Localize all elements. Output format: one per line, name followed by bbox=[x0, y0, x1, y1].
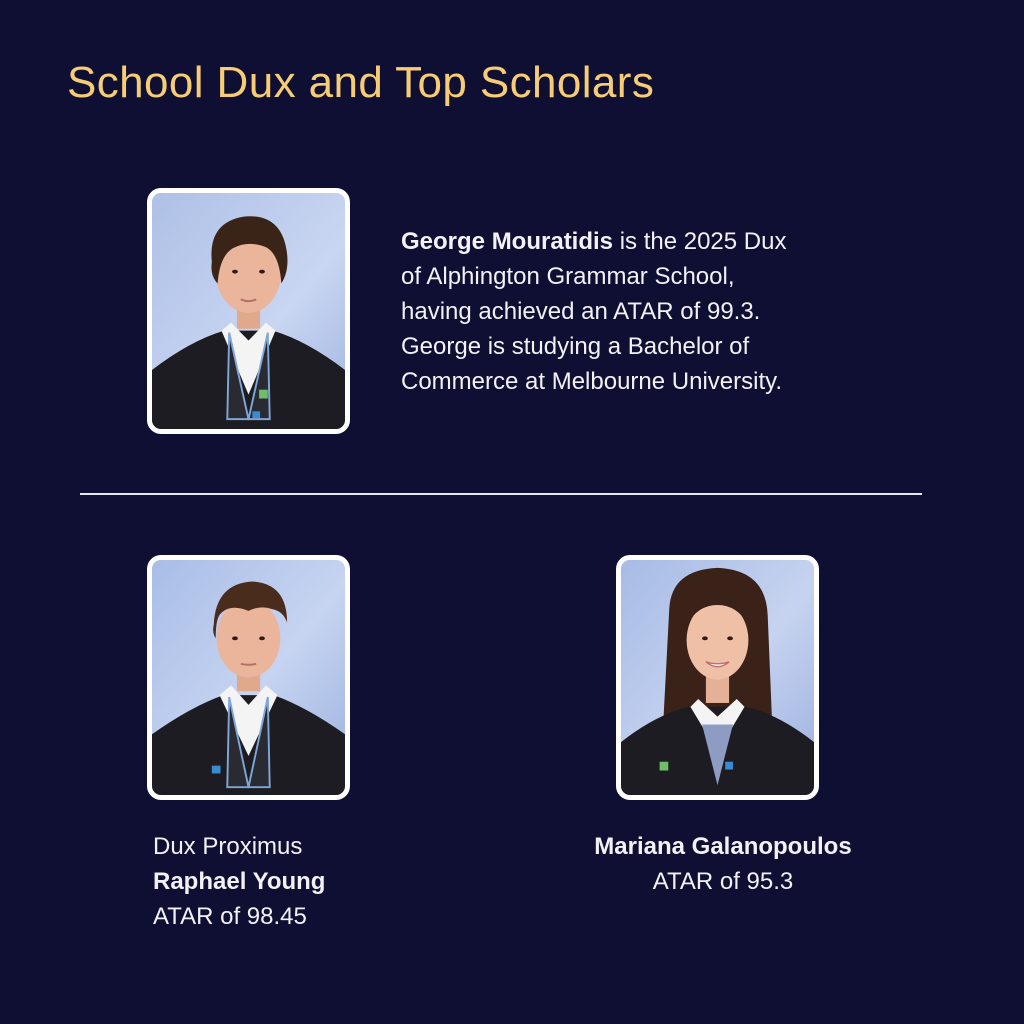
dux-name: George Mouratidis bbox=[401, 228, 614, 255]
dux-portrait-image bbox=[152, 193, 345, 429]
dux-bio-line-2: of Alphington Grammar School, bbox=[401, 263, 735, 290]
dux-proximus-caption bbox=[153, 829, 325, 934]
dux-proximus-portrait-image bbox=[152, 560, 345, 795]
page-title: School Dux and Top Scholars bbox=[67, 58, 655, 107]
section-divider bbox=[80, 493, 922, 495]
scholar-portrait-image bbox=[621, 560, 814, 795]
dux-bio-line-1 bbox=[401, 224, 901, 259]
dux-bio-line-5: Commerce at Melbourne University. bbox=[401, 368, 783, 395]
dux-portrait-photo bbox=[147, 188, 350, 434]
dux-bio-line-4: George is studying a Bachelor of bbox=[401, 333, 750, 360]
dux-proximus-portrait-photo bbox=[147, 555, 350, 800]
scholar-caption bbox=[518, 829, 928, 899]
scholar-portrait-photo bbox=[616, 555, 819, 800]
scholar-atar: ATAR of 98.45 bbox=[153, 903, 307, 930]
dux-bio-line-1-text: is the 2025 Dux bbox=[613, 228, 787, 255]
scholar-role: Dux Proximus bbox=[153, 833, 303, 860]
scholar-atar: ATAR of 95.3 bbox=[652, 868, 794, 895]
scholar-name: Raphael Young bbox=[153, 868, 326, 895]
scholar-name: Mariana Galanopoulos bbox=[594, 833, 852, 860]
dux-bio-line-3: having achieved an ATAR of 99.3. bbox=[401, 298, 761, 325]
dux-bio bbox=[401, 224, 901, 399]
